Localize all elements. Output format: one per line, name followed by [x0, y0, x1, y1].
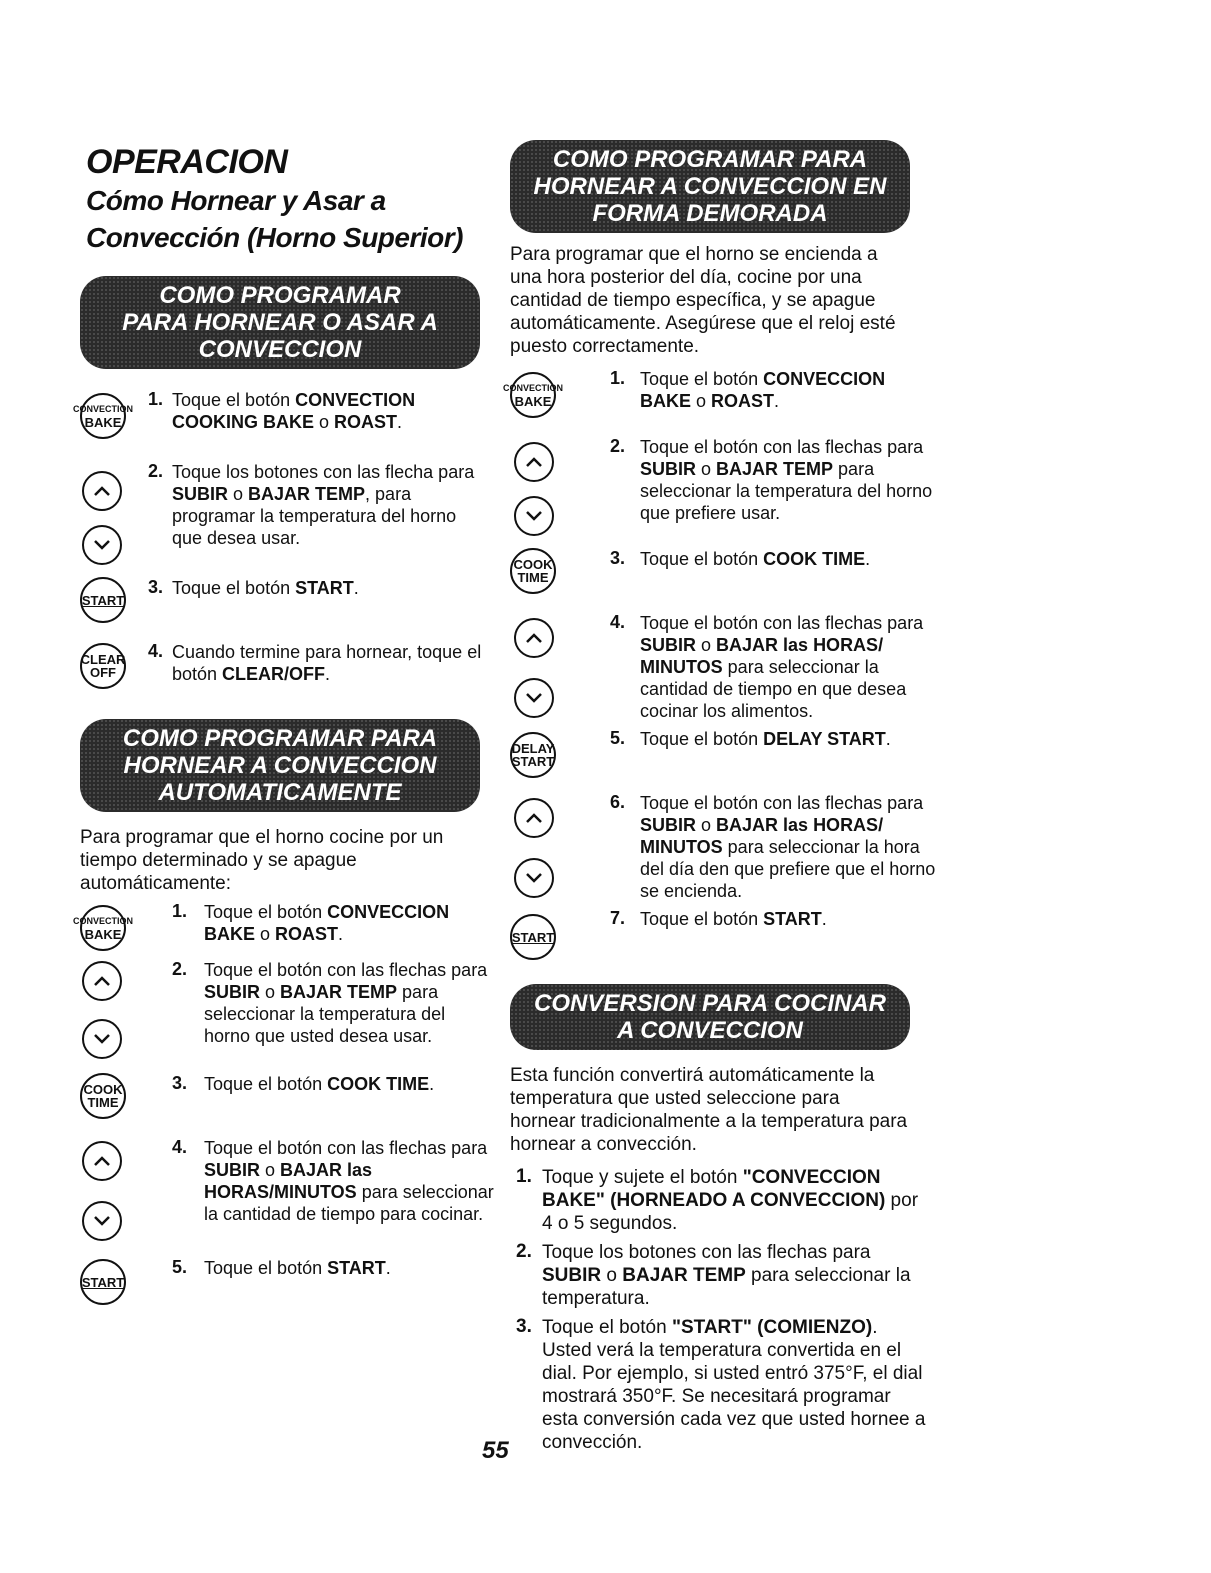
step-item: 2. Toque el botón con las flechas para SUBIR o BAJAR TEMP para seleccionar la temperatura del horno que usted desea usar. [172, 959, 488, 1046]
steps-list [73, 901, 494, 1321]
up-arrow-button [82, 961, 122, 1001]
chevron-down-icon [92, 1032, 112, 1046]
subtitle-line2: Convección (Horno Superior) [86, 222, 463, 253]
banner-line: A CONVECCION [617, 1017, 803, 1044]
step-item: 4. Toque el botón con las flechas para SUBIR o BAJAR las HORAS/MINUTOS para seleccionar la cantidad de tiempo para cocinar. [172, 1137, 494, 1224]
start-button: START [80, 577, 126, 623]
intro-delayed-convection: Para programar que el horno se encienda a una hora posterior del día, cocine por una cantidad de tiempo específica, y se apague automáticamente. Asegúrese que el reloj esté puesto correctamente. [510, 244, 896, 357]
convection-bake-button: CONVECTION BAKE [80, 905, 126, 951]
chevron-up-icon [92, 1154, 112, 1168]
chevron-up-icon [524, 811, 544, 825]
page-number: 55 [482, 1437, 509, 1464]
down-arrow-button [82, 1201, 122, 1241]
up-arrow-button [514, 442, 554, 482]
chevron-up-icon [92, 484, 112, 498]
step-item: 3. Toque el botón "START" (COMIENZO). Usted verá la temperatura convertida en el dial. Por ejemplo, si usted entró 375°F, el dial mostrará 350°F. Se necesitará programar esta conversión cada vez que usted hornee a convección. [516, 1316, 926, 1453]
down-arrow-button [514, 678, 554, 718]
step-item: 3. Toque el botón COOK TIME. [172, 1073, 435, 1094]
step-item: 2. Toque el botón con las flechas para SUBIR o BAJAR TEMP para seleccionar la temperatura del horno que prefiere usar. [610, 436, 933, 523]
step-item: 1. Toque el botón CONVECTION COOKING BAKE o ROAST. [148, 389, 416, 432]
step-item: 3. Toque el botón COOK TIME. [610, 548, 871, 569]
banner-line: COMO PROGRAMAR [159, 282, 401, 309]
down-arrow-button [514, 496, 554, 536]
subtitle-line1: Cómo Hornear y Asar a [86, 185, 386, 216]
banner-line: COMO PROGRAMAR PARA [552, 146, 868, 173]
convection-bake-button: CONVECTION BAKE [80, 393, 126, 439]
step-item: 1. Toque y sujete el botón "CONVECCION BAKE" (HORNEADO A CONVECCION) por 4 o 5 segundos. [516, 1166, 919, 1234]
down-arrow-button [82, 1019, 122, 1059]
up-arrow-button [514, 618, 554, 658]
banner-delayed-convection [510, 140, 910, 233]
step-item: 1. Toque el botón CONVECCION BAKE o ROAST. [610, 368, 886, 411]
chevron-down-icon [524, 871, 544, 885]
chevron-down-icon [524, 509, 544, 523]
step-item: 5. Toque el botón START. [172, 1257, 391, 1278]
chevron-up-icon [92, 974, 112, 988]
convection-bake-button: CONVECTION BAKE [510, 372, 556, 418]
right-column [503, 140, 950, 1454]
start-button: START [80, 1259, 126, 1305]
delay-start-button: DELAY START [510, 732, 556, 778]
banner-line: FORMA DEMORADA [592, 200, 828, 227]
step-item: 2. Toque los botones con las flecha para SUBIR o BAJAR TEMP, para programar la temperatura del horno que desea usar. [148, 461, 475, 548]
banner-auto-convection [80, 719, 480, 812]
banner-line: AUTOMATICAMENTE [158, 779, 402, 806]
step-item: 4. Cuando termine para hornear, toque el botón CLEAR/OFF. [148, 641, 482, 684]
chevron-down-icon [92, 1214, 112, 1228]
banner-line: HORNEAR A CONVECCION [123, 752, 437, 779]
step-item: 2. Toque los botones con las flechas para SUBIR o BAJAR TEMP para seleccionar la temperatura. [516, 1241, 911, 1309]
left-column [73, 140, 494, 1321]
chevron-down-icon [92, 538, 112, 552]
step-item: 5. Toque el botón DELAY START. [610, 728, 891, 749]
chevron-up-icon [524, 455, 544, 469]
step-item: 4. Toque el botón con las flechas para SUBIR o BAJAR las HORAS/ MINUTOS para seleccionar la cantidad de tiempo en que desea cocinar los alimentos. [610, 612, 924, 721]
chevron-down-icon [524, 691, 544, 705]
step-item: 1. Toque el botón CONVECCION BAKE o ROAST. [172, 901, 450, 944]
down-arrow-button [82, 525, 122, 565]
banner-line: PARA HORNEAR O ASAR A [122, 309, 438, 336]
step-item: 3. Toque el botón START. [148, 577, 359, 598]
clear-off-button: CLEAR OFF [80, 643, 126, 689]
steps-list [510, 1166, 930, 1454]
banner-line: COMO PROGRAMAR PARA [122, 725, 438, 752]
cook-time-button: COOK TIME [510, 548, 556, 594]
cook-time-button: COOK TIME [80, 1073, 126, 1119]
banner-line: CONVECCION [198, 336, 362, 363]
chevron-up-icon [524, 631, 544, 645]
start-button: START [510, 914, 556, 960]
banner-line: HORNEAR A CONVECCION EN [533, 173, 887, 200]
banner-convection-program [80, 276, 480, 369]
up-arrow-button [82, 1141, 122, 1181]
banner-line: CONVERSION PARA COCINAR [533, 990, 887, 1017]
up-arrow-button [82, 471, 122, 511]
banner-convection-conversion [510, 984, 910, 1050]
down-arrow-button [514, 858, 554, 898]
section-title: OPERACION [86, 143, 288, 181]
intro-auto-convection: Para programar que el horno cocine por un tiempo determinado y se apague automáticamente: [80, 827, 444, 894]
steps-list [503, 368, 950, 968]
step-item: 7. Toque el botón START. [610, 908, 827, 929]
intro-convection-conversion: Esta función convertirá automáticamente la temperatura que usted seleccione para hornear tradicionalmente a la temperatura para hornear a convección. [510, 1065, 908, 1155]
step-item: 6. Toque el botón con las flechas para SUBIR o BAJAR las HORAS/ MINUTOS para seleccionar la hora del día den que prefiere que el horno se encienda. [610, 792, 936, 901]
up-arrow-button [514, 798, 554, 838]
steps-list [73, 389, 490, 719]
